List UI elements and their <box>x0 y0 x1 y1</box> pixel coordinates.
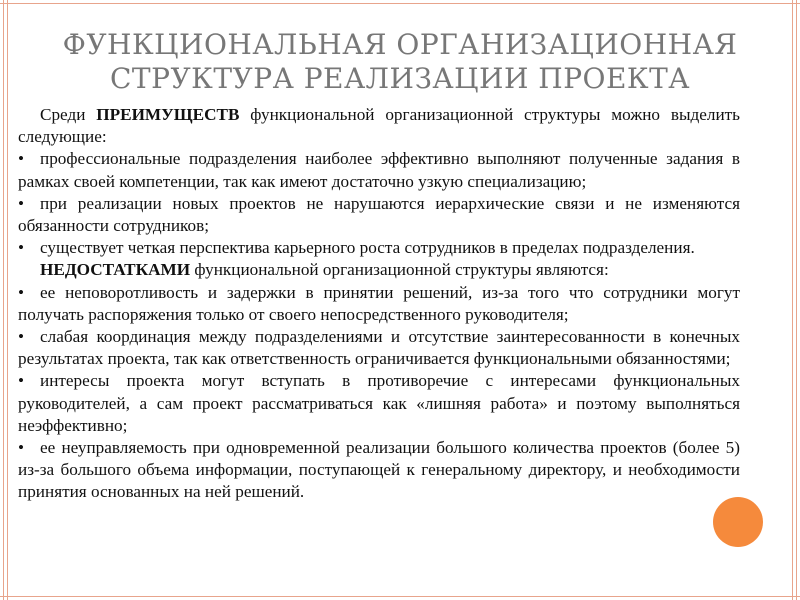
frame-line-left-inner <box>7 0 8 600</box>
bullet-icon: • <box>18 438 25 458</box>
slide-title-line-2: СТРУКТУРА РЕАЛИЗАЦИИ ПРОЕКТА <box>110 62 690 95</box>
disadvantages-intro <box>18 259 740 281</box>
disadvantage-item <box>18 326 740 370</box>
bullet-icon: • <box>18 282 25 302</box>
slide-title <box>20 28 780 96</box>
bullet-icon: • <box>18 149 25 169</box>
disadvantage-item-text: ее неуправляемость при одновременной реализации большого количества проектов (более 5) из-за большого объема информации, поступающей к генеральному директору, и необходимости принятия основанных на ней решений. <box>18 438 740 502</box>
frame-line-right-outer <box>796 0 797 600</box>
advantages-intro-before: Среди <box>40 105 97 124</box>
advantage-item <box>18 193 740 237</box>
advantage-item <box>18 237 740 259</box>
advantages-intro-after: функциональной организационной структуры можно выделить следующие: <box>18 105 740 147</box>
disadvantage-item <box>18 282 740 326</box>
slide-body <box>18 104 740 504</box>
frame-line-left-outer <box>3 0 4 600</box>
advantage-item-text: профессиональные подразделения наиболее эффективно выполняют полученные задания в рамках своей компетенции, так как имеют достаточно узкую специализацию; <box>18 149 740 191</box>
slide-title-line-1: ФУНКЦИОНАЛЬНАЯ ОРГАНИЗАЦИОННАЯ <box>62 28 738 61</box>
advantages-intro <box>18 104 740 148</box>
frame-line-right-inner <box>792 0 793 600</box>
advantage-item-text: при реализации новых проектов не нарушаются иерархические связи и не изменяются обязанности сотрудников; <box>18 193 740 236</box>
disadvantages-heading: НЕДОСТАТКАМИ <box>40 260 191 280</box>
disadvantage-item <box>18 370 740 437</box>
bullet-icon: • <box>18 238 25 258</box>
disadvantage-item <box>18 437 740 504</box>
disadvantage-item-text: интересы проекта могут вступать в противоречие с интересами функциональных руководителей, а сам проект рассматриваться как «лишняя работа» и поэтому выполняться неэффективно; <box>18 371 740 435</box>
accent-circle <box>713 497 763 547</box>
bullet-icon: • <box>18 193 25 213</box>
frame-line-top <box>0 3 800 4</box>
advantage-item-text: существует четкая перспектива карьерного роста сотрудников в пределах подразделения. <box>40 238 695 258</box>
disadvantages-intro-after: функциональной организационной структуры являются: <box>190 260 609 280</box>
frame-line-bottom <box>0 596 800 597</box>
bullet-icon: • <box>18 371 25 391</box>
advantages-heading: ПРЕИМУЩЕСТВ <box>96 105 240 124</box>
disadvantage-item-text: слабая координация между подразделениями и отсутствие заинтересованности в конечных результатах проекта, так как ответственность ограничивается функциональными обязанностями; <box>18 327 740 369</box>
bullet-icon: • <box>18 327 25 347</box>
disadvantage-item-text: ее неповоротливость и задержки в принятии решений, из-за того что сотрудники могут получать распоряжения только от своего непосредственного руководителя; <box>18 282 740 324</box>
advantage-item <box>18 148 740 192</box>
